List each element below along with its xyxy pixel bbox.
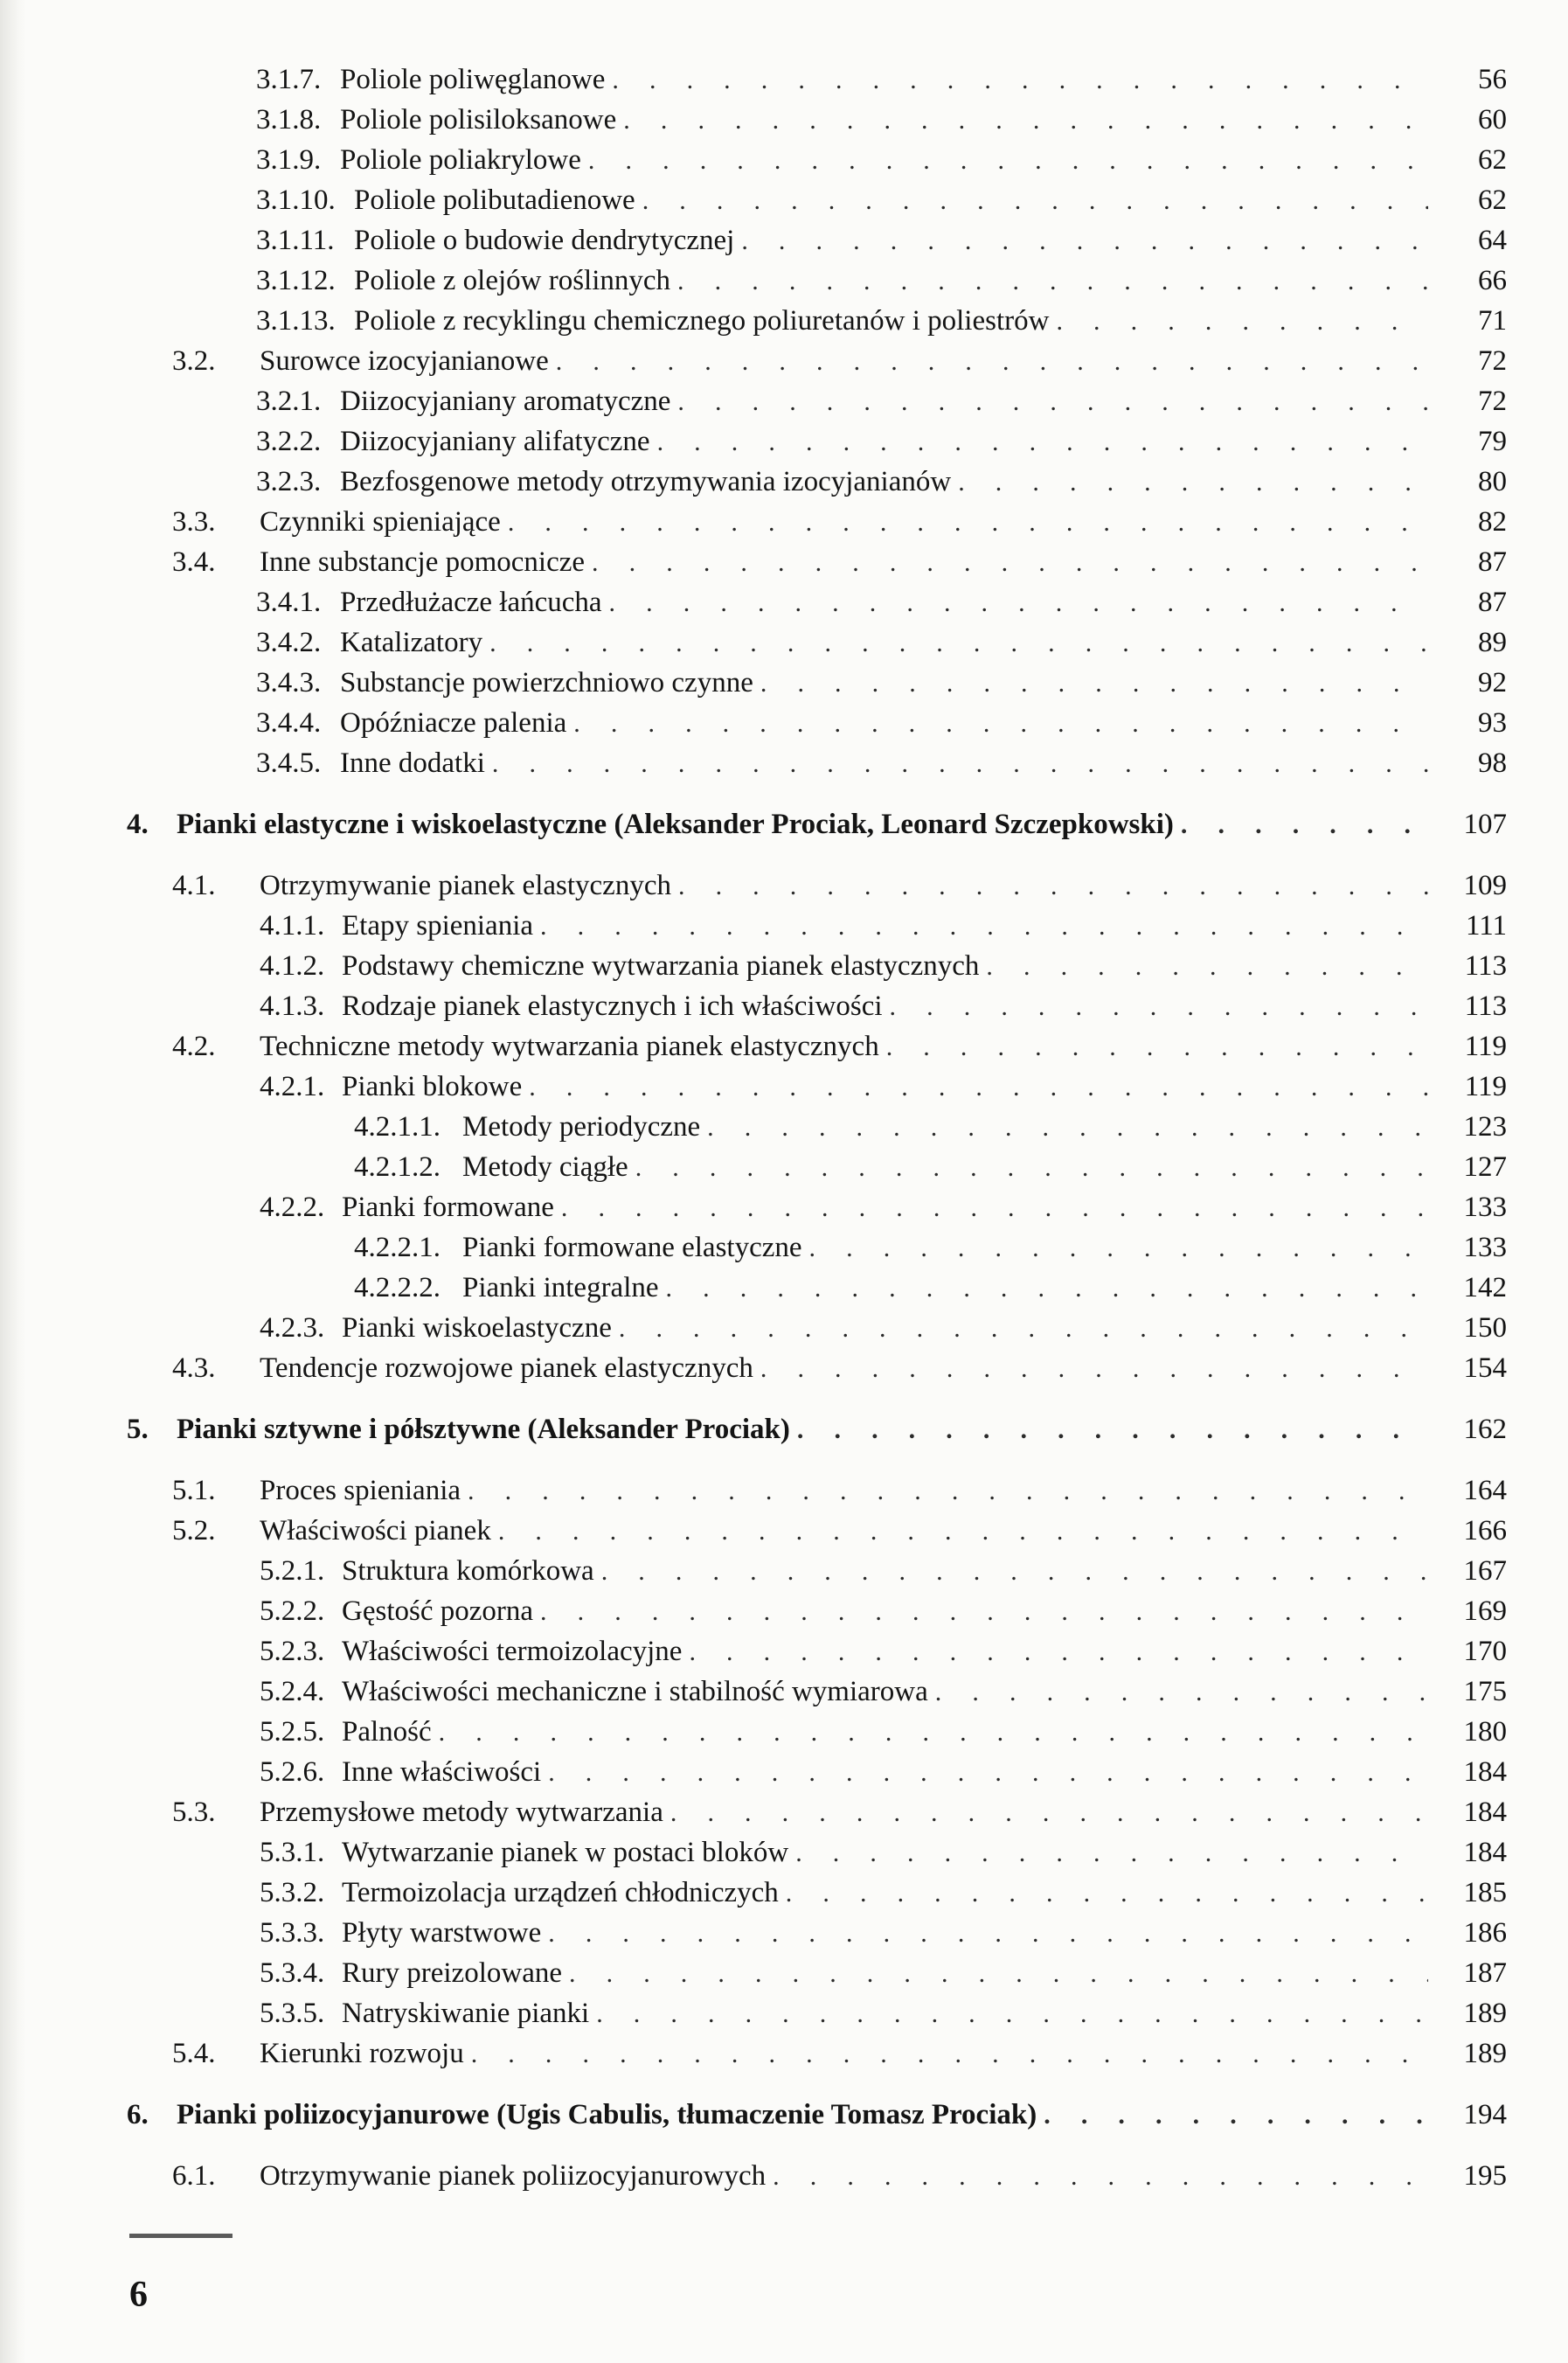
entry-title: Katalizatory [340,627,483,658]
toc-entry-3-4-1 [0,582,1568,622]
toc-chapter-4 [0,804,1568,844]
entry-page: 195 [1463,2160,1507,2192]
entry-page: 62 [1478,144,1507,176]
entry-number: 4.3. [172,1352,216,1384]
entry-title: Inne dodatki [340,747,485,779]
entry-page: 87 [1478,546,1507,578]
entry-title: Substancje powierzchniowo czynne [340,667,753,698]
entry-title: Metody ciągłe [462,1151,628,1183]
entry-page: 142 [1463,1272,1507,1303]
entry-number: 4.2. [172,1031,216,1062]
toc-entry-3-1-7 [0,59,1568,100]
toc-entry-3-4-2 [0,622,1568,663]
entry-page: 184 [1463,1837,1507,1868]
toc-entry-3-4-4 [0,703,1568,743]
entry-page: 167 [1463,1555,1507,1587]
entry-page: 185 [1463,1877,1507,1908]
entry-number: 4.2.1. [260,1071,325,1102]
entry-number: 5.2.6. [260,1756,325,1788]
entry-page: 164 [1463,1475,1507,1506]
entry-page: 56 [1478,64,1507,95]
entry-page: 123 [1463,1111,1507,1143]
entry-page: 66 [1478,265,1507,296]
toc-entry-3-4-3 [0,663,1568,703]
toc-chapter-6 [0,2095,1568,2135]
entry-title: Pianki formowane [342,1192,554,1223]
toc-entry-5-2-2 [0,1591,1568,1631]
toc-entry-5-1 [0,1470,1568,1511]
chapter-page: 162 [1463,1414,1507,1445]
entry-title: Otrzymywanie pianek poliizocyjanurowych [260,2160,767,2192]
toc-entry-4-1 [0,865,1568,906]
toc-entry-5-2-5 [0,1712,1568,1752]
entry-title: Przedłużacze łańcucha [340,587,602,618]
toc-entry-4-2 [0,1026,1568,1067]
entry-number: 5.3.4. [260,1957,325,1989]
entry-number: 5.2. [172,1515,216,1546]
entry-title: Pianki integralne [462,1272,659,1303]
entry-title: Otrzymywanie pianek elastycznych [260,870,671,901]
toc-entry-5-3-1 [0,1832,1568,1873]
chapter-title: Pianki elastyczne i wiskoelastyczne (Aleksander Prociak, Leonard Szczepkowski) [177,809,1174,840]
entry-page: 175 [1463,1676,1507,1707]
entry-title: Termoizolacja urządzeń chłodniczych [342,1877,779,1908]
entry-page: 64 [1478,225,1507,256]
entry-number: 3.1.12. [256,265,336,296]
entry-page: 62 [1478,184,1507,216]
entry-title: Gęstość pozorna [342,1595,534,1627]
entry-title: Przemysłowe metody wytwarzania [260,1797,663,1828]
toc-entry-3-2-2 [0,421,1568,462]
toc-entry-3-2 [0,341,1568,381]
entry-title: Metody periodyczne [462,1111,701,1143]
entry-number: 5.2.2. [260,1595,325,1627]
entry-title: Palność [342,1716,432,1748]
entry-number: 3.2.1. [256,386,322,417]
toc-entry-4-2-2 [0,1187,1568,1227]
entry-page: 186 [1463,1917,1507,1949]
entry-number: 4.1.3. [260,990,325,1022]
entry-page: 60 [1478,104,1507,136]
toc-entry-3-1-13 [0,301,1568,341]
entry-page: 187 [1463,1957,1507,1989]
entry-title: Inne właściwości [342,1756,542,1788]
chapter-number: 4. [127,809,149,840]
entry-number: 4.1.1. [260,910,325,942]
entry-number: 5.3.5. [260,1998,325,2029]
entry-title: Diizocyjaniany alifatyczne [340,426,650,457]
toc-entry-4-2-2-1 [0,1227,1568,1268]
entry-page: 72 [1478,386,1507,417]
entry-title: Diizocyjaniany aromatyczne [340,386,671,417]
entry-number: 4.2.2.1. [354,1232,441,1263]
page-number: 6 [129,2275,148,2315]
toc-entry-5-3-4 [0,1953,1568,1993]
entry-page: 82 [1478,506,1507,538]
toc-entry-4-3 [0,1348,1568,1388]
entry-number: 3.1.13. [256,305,336,337]
toc-entry-3-1-11 [0,220,1568,261]
toc-entry-4-2-1-2 [0,1147,1568,1187]
entry-number: 5.3.2. [260,1877,325,1908]
entry-title: Pianki blokowe [342,1071,523,1102]
entry-page: 119 [1464,1031,1507,1062]
entry-title: Poliole z olejów roślinnych [354,265,671,296]
toc-entry-5-3-5 [0,1993,1568,2033]
entry-number: 4.1. [172,870,216,901]
entry-title: Rodzaje pianek elastycznych i ich właściwości [342,990,883,1022]
entry-page: 113 [1464,990,1507,1022]
toc-entry-5-4 [0,2033,1568,2074]
entry-title: Wytwarzanie pianek w postaci bloków [342,1837,789,1868]
entry-number: 5.3.1. [260,1837,325,1868]
entry-number: 3.1.9. [256,144,322,176]
entry-page: 93 [1478,707,1507,739]
entry-page: 89 [1478,627,1507,658]
entry-number: 3.4.5. [256,747,322,779]
entry-number: 3.3. [172,506,216,538]
entry-page: 127 [1463,1151,1507,1183]
toc-entry-3-3 [0,502,1568,542]
entry-number: 5.2.1. [260,1555,325,1587]
entry-title: Poliole poliakrylowe [340,144,581,176]
entry-title: Poliole z recyklingu chemicznego poliuretanów i poliestrów [354,305,1050,337]
entry-title: Pianki wiskoelastyczne [342,1312,612,1344]
entry-title: Tendencje rozwojowe pianek elastycznych [260,1352,753,1384]
entry-title: Bezfosgenowe metody otrzymywania izocyjanianów [340,466,952,497]
entry-number: 5.3. [172,1797,216,1828]
entry-number: 4.2.1.1. [354,1111,441,1143]
entry-page: 189 [1463,2038,1507,2069]
toc-entry-3-1-12 [0,261,1568,301]
entry-number: 3.1.10. [256,184,336,216]
toc-entry-3-4-5 [0,743,1568,783]
toc-entry-5-2 [0,1511,1568,1551]
entry-number: 5.2.5. [260,1716,325,1748]
entry-title: Struktura komórkowa [342,1555,594,1587]
entry-page: 150 [1463,1312,1507,1344]
entry-number: 4.1.2. [260,950,325,982]
entry-title: Poliole poliwęglanowe [340,64,606,95]
toc-entry-5-2-3 [0,1631,1568,1671]
toc-entry-3-4 [0,542,1568,582]
entry-number: 3.2.2. [256,426,322,457]
entry-number: 3.1.11. [256,225,335,256]
toc-entry-4-1-1 [0,906,1568,946]
toc-entry-4-2-1 [0,1067,1568,1107]
entry-title: Opóźniacze palenia [340,707,567,739]
entry-title: Poliole polibutadienowe [354,184,635,216]
entry-title: Pianki formowane elastyczne [462,1232,802,1263]
chapter-number: 5. [127,1414,149,1445]
toc-entry-5-3-3 [0,1913,1568,1953]
entry-title: Rury preizolowane [342,1957,562,1989]
entry-page: 98 [1478,747,1507,779]
toc-entry-4-2-2-2 [0,1268,1568,1308]
entry-number: 5.4. [172,2038,216,2069]
entry-page: 189 [1463,1998,1507,2029]
entry-page: 169 [1463,1595,1507,1627]
toc-entry-6-1 [0,2156,1568,2196]
entry-page: 79 [1478,426,1507,457]
entry-page: 184 [1463,1797,1507,1828]
entry-page: 87 [1478,587,1507,618]
toc-entry-3-1-10 [0,180,1568,220]
entry-number: 4.2.2. [260,1192,325,1223]
entry-number: 3.2.3. [256,466,322,497]
toc-entry-4-1-3 [0,986,1568,1026]
entry-page: 109 [1463,870,1507,901]
toc-entry-3-1-9 [0,140,1568,180]
chapter-page: 107 [1463,809,1507,840]
entry-title: Właściwości mechaniczne i stabilność wymiarowa [342,1676,928,1707]
entry-number: 3.4.2. [256,627,322,658]
entry-title: Natryskiwanie pianki [342,1998,590,2029]
toc-entry-3-2-3 [0,462,1568,502]
entry-page: 113 [1464,950,1507,982]
entry-title: Właściwości pianek [260,1515,491,1546]
entry-title: Poliole polisiloksanowe [340,104,617,136]
entry-number: 6.1. [172,2160,216,2192]
entry-title: Płyty warstwowe [342,1917,542,1949]
entry-page: 111 [1465,910,1507,942]
toc-entry-3-2-1 [0,381,1568,421]
chapter-title: Pianki sztywne i półsztywne (Aleksander Prociak) [177,1414,790,1445]
entry-title: Techniczne metody wytwarzania pianek elastycznych [260,1031,879,1062]
entry-page: 133 [1463,1232,1507,1263]
entry-number: 5.1. [172,1475,216,1506]
entry-page: 119 [1464,1071,1507,1102]
toc-entry-5-3-2 [0,1873,1568,1913]
entry-number: 3.1.8. [256,104,322,136]
toc-entry-5-2-1 [0,1551,1568,1591]
entry-number: 3.4.4. [256,707,322,739]
entry-page: 170 [1463,1636,1507,1667]
entry-title: Surowce izocyjanianowe [260,345,549,377]
toc-entry-4-2-3 [0,1308,1568,1348]
toc-entry-5-2-4 [0,1671,1568,1712]
entry-number: 3.4.1. [256,587,322,618]
toc-entry-4-1-2 [0,946,1568,986]
entry-title: Właściwości termoizolacyjne [342,1636,683,1667]
entry-page: 154 [1463,1352,1507,1384]
entry-number: 3.2. [172,345,216,377]
entry-title: Podstawy chemiczne wytwarzania pianek elastycznych [342,950,980,982]
entry-page: 133 [1463,1192,1507,1223]
entry-number: 3.4.3. [256,667,322,698]
toc-entry-3-1-8 [0,100,1568,140]
entry-page: 92 [1478,667,1507,698]
entry-title: Kierunki rozwoju [260,2038,464,2069]
entry-title: Etapy spieniania [342,910,534,942]
entry-number: 5.2.3. [260,1636,325,1667]
toc-entry-4-2-1-1 [0,1107,1568,1147]
entry-page: 180 [1463,1716,1507,1748]
toc-entry-5-3 [0,1792,1568,1832]
footer-rule [129,2234,232,2238]
entry-number: 4.2.2.2. [354,1272,441,1303]
entry-page: 80 [1478,466,1507,497]
entry-number: 5.2.4. [260,1676,325,1707]
chapter-title: Pianki poliizocyjanurowe (Ugis Cabulis, tłumaczenie Tomasz Prociak) [177,2099,1037,2130]
entry-page: 166 [1463,1515,1507,1546]
entry-page: 71 [1478,305,1507,337]
entry-number: 3.1.7. [256,64,322,95]
entry-number: 3.4. [172,546,216,578]
entry-title: Inne substancje pomocnicze [260,546,586,578]
chapter-page: 194 [1463,2099,1507,2130]
chapter-number: 6. [127,2099,149,2130]
entry-number: 4.2.1.2. [354,1151,441,1183]
entry-page: 184 [1463,1756,1507,1788]
entry-title: Czynniki spieniające [260,506,501,538]
entry-title: Proces spieniania [260,1475,461,1506]
entry-number: 5.3.3. [260,1917,325,1949]
entry-title: Poliole o budowie dendrytycznej [354,225,735,256]
toc-chapter-5 [0,1409,1568,1449]
entry-number: 4.2.3. [260,1312,325,1344]
entry-page: 72 [1478,345,1507,377]
toc-entry-5-2-6 [0,1752,1568,1792]
